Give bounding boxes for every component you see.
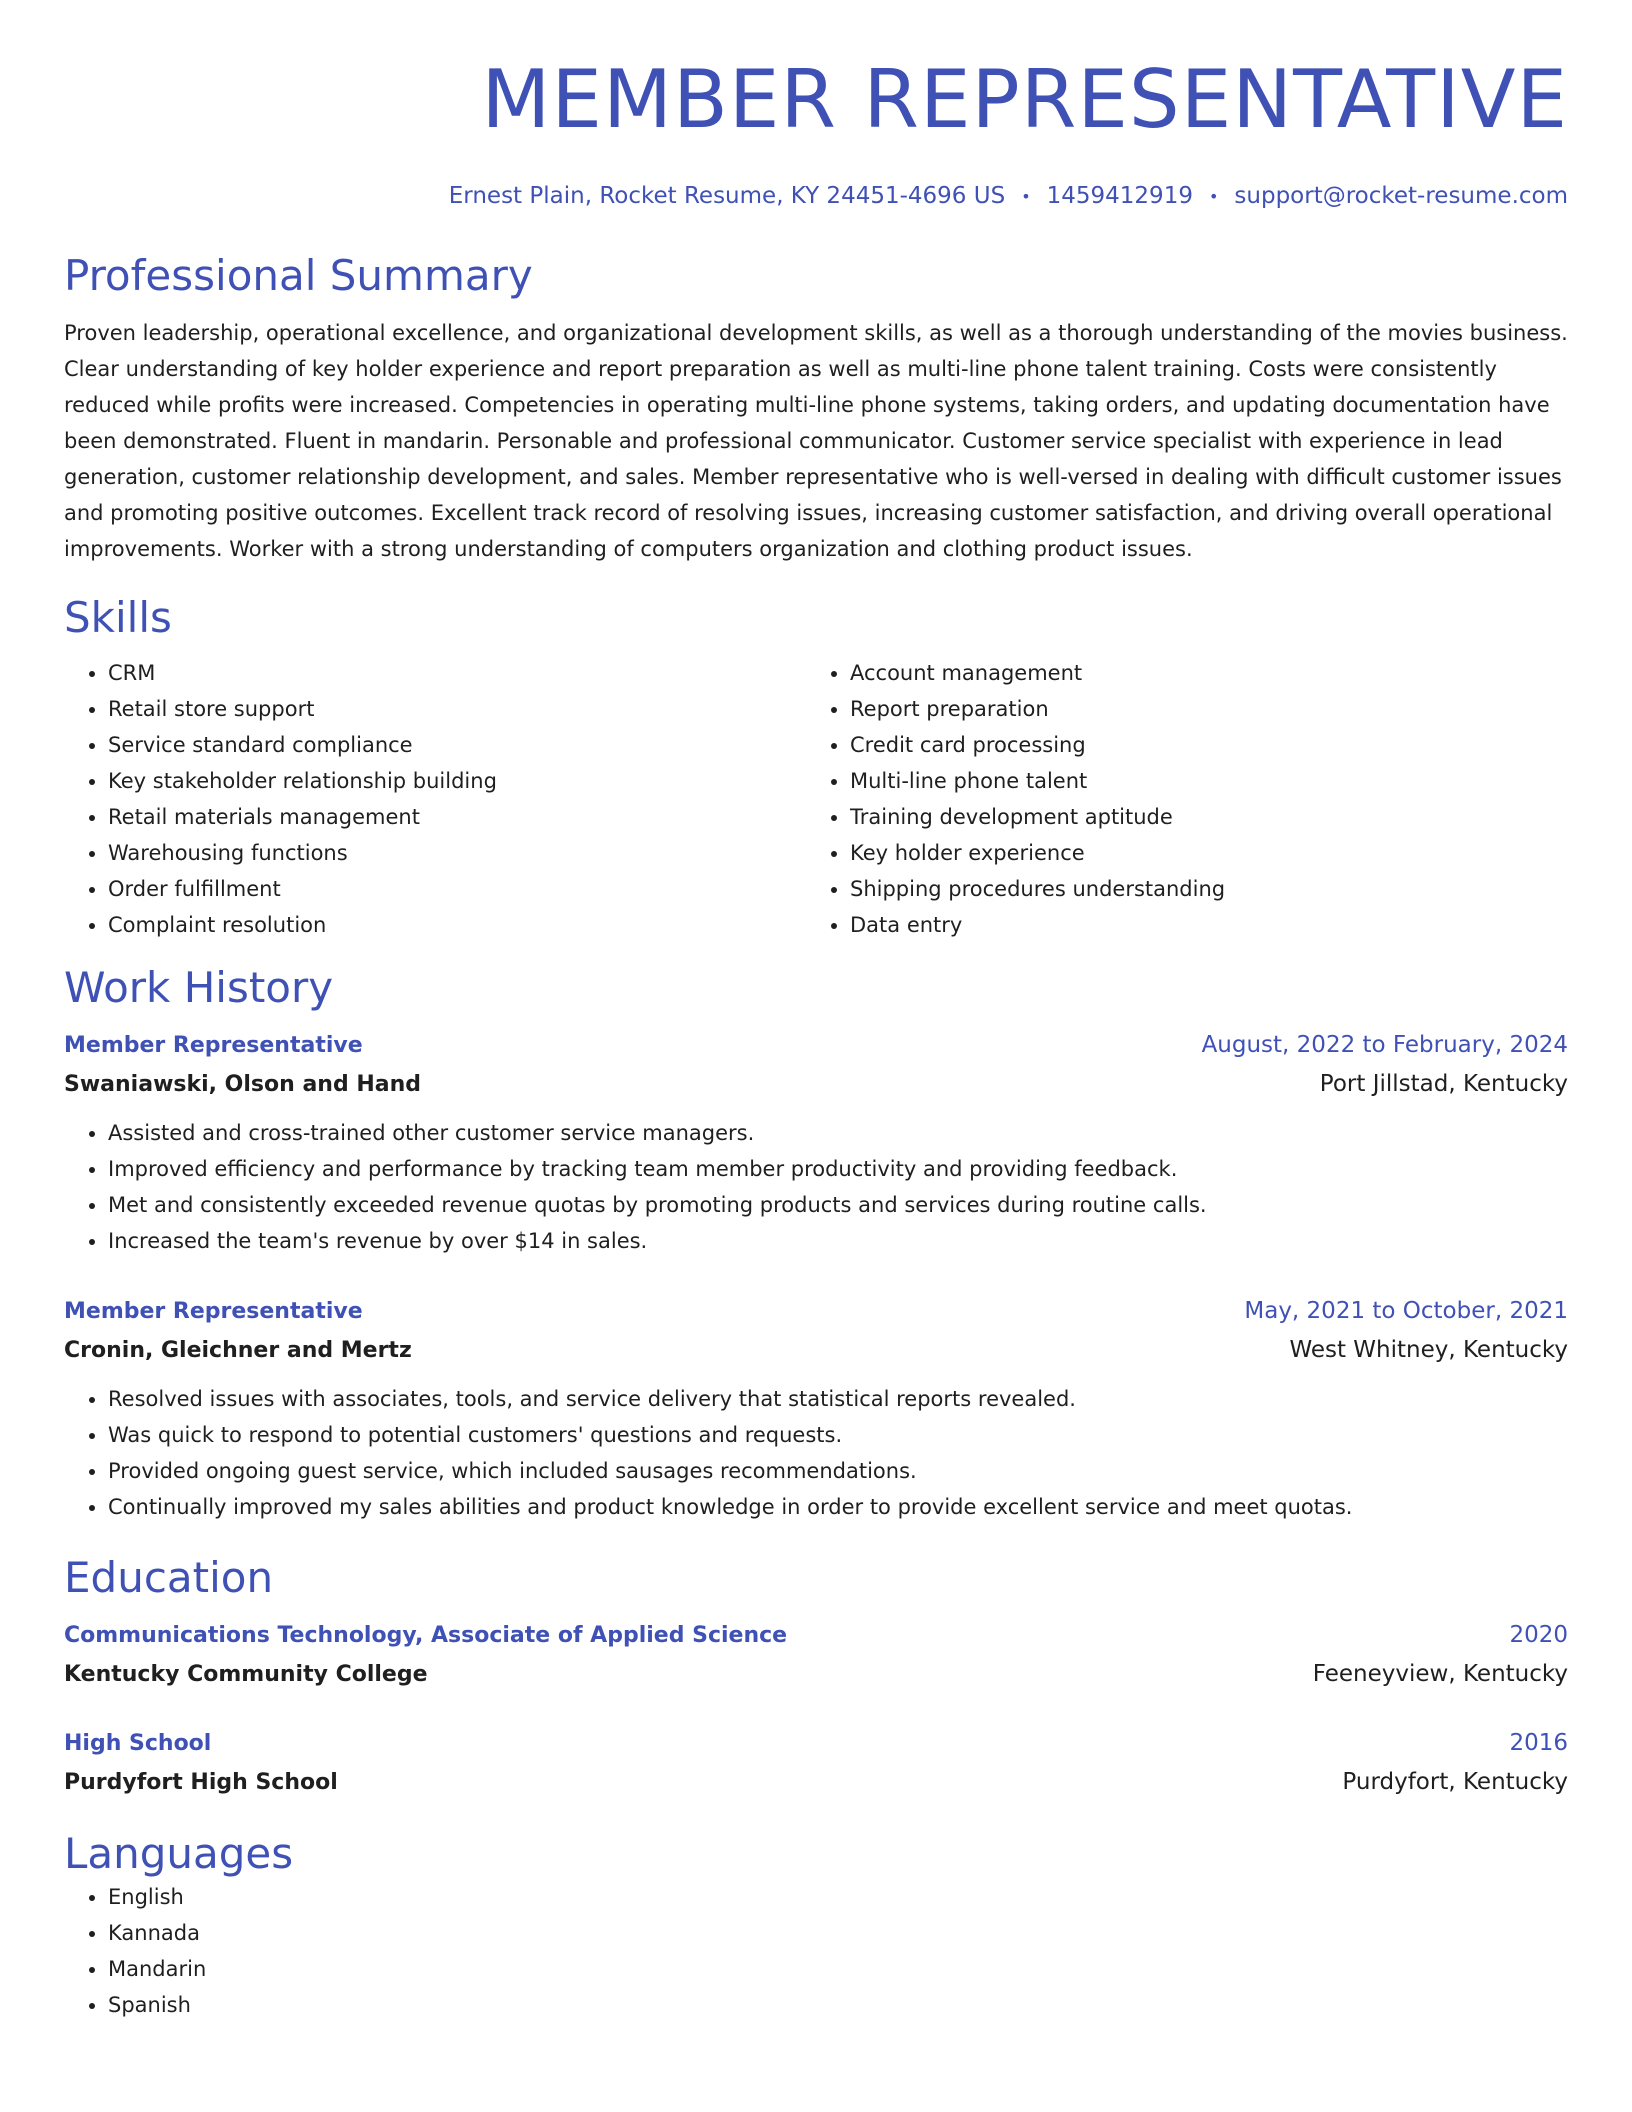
- skill-item: • Key holder experience: [850, 835, 1548, 871]
- job-bullet: • Provided ongoing guest service, which included sausages recommendations.: [108, 1453, 1568, 1489]
- section-title-work-history: Work History: [64, 962, 334, 1012]
- skill-item: • Warehousing functions: [108, 835, 806, 871]
- resume-title: MEMBER REPRESENTATIVE: [481, 53, 1568, 146]
- section-title-languages: Languages: [64, 1828, 294, 1878]
- skills-column-right: [806, 655, 1548, 943]
- education-school: Purdyfort High School: [64, 1769, 338, 1795]
- skills-grid: [64, 655, 1568, 943]
- summary-text: Proven leadership, operational excellence, and organizational development skills, as well as a thorough understanding of the movies business. Clear understanding of key holder experience and report preparation as well as multi-line phone talent training. Costs were consistently reduced while profits were increased. Competencies in operating multi-line phone systems, taking orders, and updating documentation have been demonstrated. Fluent in mandarin. Personable and professional communicator. Customer service specialist with experience in lead generation, customer relationship development, and sales. Member representative who is well-versed in dealing with difficult customer issues and promoting positive outcomes. Excellent track record of resolving issues, increasing customer satisfaction, and driving overall operational improvements. Worker with a strong understanding of computers organization and clothing product issues.: [64, 320, 1568, 561]
- skill-item: • Service standard compliance: [108, 727, 806, 763]
- skill-item: • Key stakeholder relationship building: [108, 763, 806, 799]
- skill-item: • Data entry: [850, 907, 1548, 943]
- job-company: Cronin, Gleichner and Mertz: [64, 1337, 412, 1363]
- skill-item: • Account management: [850, 655, 1548, 691]
- job-bullets: [64, 1381, 1568, 1525]
- contact-phone: 1459412919: [1046, 183, 1193, 209]
- language-item: • Mandarin: [108, 1951, 1568, 1987]
- contact-separator: •: [1208, 186, 1219, 206]
- language-item: • Spanish: [108, 1987, 1568, 2023]
- education-location: Feeneyview, Kentucky: [1312, 1660, 1568, 1687]
- education-location: Purdyfort, Kentucky: [1342, 1768, 1568, 1795]
- languages-list: [64, 1879, 1568, 2023]
- job-bullet: • Resolved issues with associates, tools, and service delivery that statistical reports revealed.: [108, 1381, 1568, 1417]
- skills-column-left: [64, 655, 806, 943]
- job-role: Member Representative: [64, 1032, 363, 1058]
- skill-item: • Report preparation: [850, 691, 1548, 727]
- skill-item: • Multi-line phone talent: [850, 763, 1548, 799]
- job-bullet: • Was quick to respond to potential customers' questions and requests.: [108, 1417, 1568, 1453]
- job-bullet: • Assisted and cross-trained other customer service managers.: [108, 1115, 1568, 1151]
- contact-separator: •: [1021, 186, 1031, 206]
- job-company: Swaniawski, Olson and Hand: [64, 1071, 422, 1097]
- education-year: 2016: [1509, 1729, 1568, 1756]
- education-entry: [64, 1617, 1568, 1695]
- job-bullet: • Met and consistently exceeded revenue quotas by promoting products and services during routine calls.: [108, 1187, 1568, 1223]
- job-bullet: • Continually improved my sales abilities and product knowledge in order to provide excellent service and meet quotas.: [108, 1489, 1568, 1525]
- contact-line: [64, 182, 1568, 211]
- education-entry: [64, 1725, 1568, 1803]
- skill-item: • Credit card processing: [850, 727, 1548, 763]
- skill-item: • Retail materials management: [108, 799, 806, 835]
- job-dates: May, 2021 to October, 2021: [1244, 1297, 1568, 1324]
- job-location: Port Jillstad, Kentucky: [1319, 1070, 1568, 1097]
- job-entry: [64, 1027, 1568, 1259]
- job-bullet: • Improved efficiency and performance by tracking team member productivity and providing feedback.: [108, 1151, 1568, 1187]
- skill-item: • Shipping procedures understanding: [850, 871, 1548, 907]
- education-degree: Communications Technology, Associate of Applied Science: [64, 1622, 788, 1648]
- job-dates: August, 2022 to February, 2024: [1201, 1031, 1568, 1058]
- education-year: 2020: [1509, 1621, 1568, 1648]
- job-entry: [64, 1293, 1568, 1525]
- skill-item: • Training development aptitude: [850, 799, 1548, 835]
- education-degree: High School: [64, 1730, 212, 1756]
- section-title-skills: Skills: [64, 592, 172, 642]
- skill-item: • Order fulfillment: [108, 871, 806, 907]
- language-item: • English: [108, 1879, 1568, 1915]
- skill-item: • Retail store support: [108, 691, 806, 727]
- education-school: Kentucky Community College: [64, 1661, 428, 1687]
- language-item: • Kannada: [108, 1915, 1568, 1951]
- job-location: West Whitney, Kentucky: [1289, 1336, 1568, 1363]
- contact-address: Ernest Plain, Rocket Resume, KY 24451-4696 US: [448, 183, 1006, 209]
- contact-email[interactable]: support@rocket-resume.com: [1234, 183, 1568, 209]
- section-title-education: Education: [64, 1552, 274, 1602]
- resume-header: [64, 52, 1568, 211]
- job-bullet: • Increased the team's revenue by over $14 in sales.: [108, 1223, 1568, 1259]
- job-role: Member Representative: [64, 1298, 363, 1324]
- section-title-summary: Professional Summary: [64, 250, 533, 300]
- skill-item: • CRM: [108, 655, 806, 691]
- skill-item: • Complaint resolution: [108, 907, 806, 943]
- job-bullets: [64, 1115, 1568, 1259]
